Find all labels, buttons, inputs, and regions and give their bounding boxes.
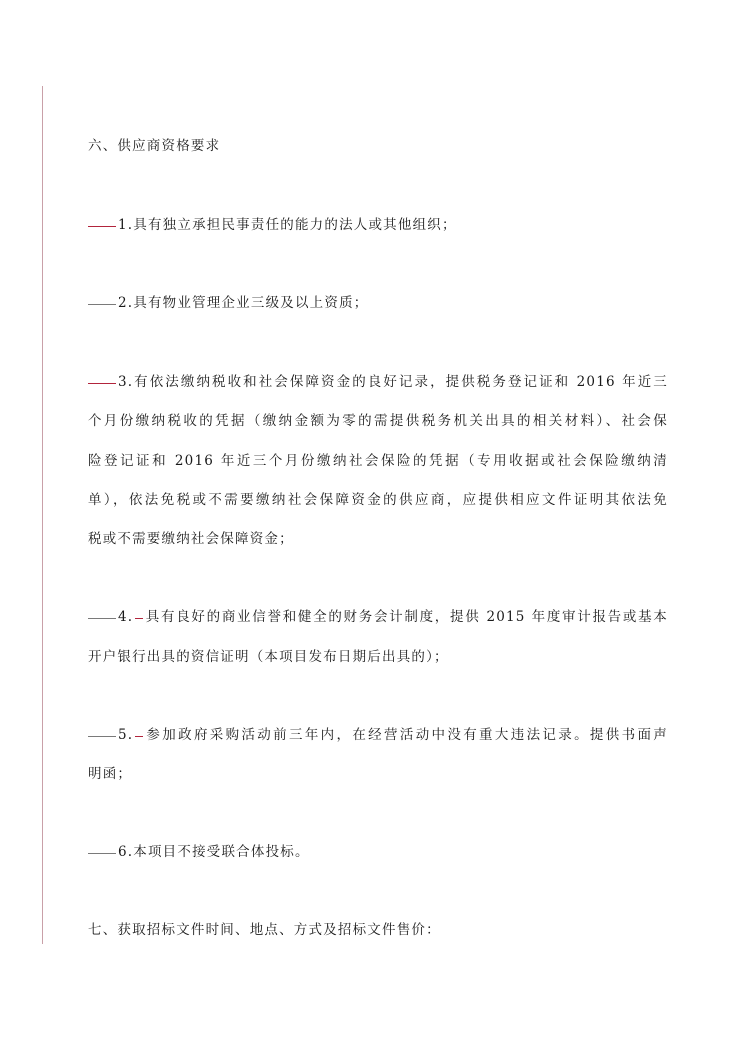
item-1: 1.具有独立承担民事责任的能力的法人或其他组织； [88, 213, 457, 233]
item-4-line-2: 开户银行出具的资信证明（本项目发布日期后出具的）； [88, 649, 449, 665]
item-2: 2.具有物业管理企业三级及以上资质； [88, 291, 368, 311]
mini-dash [135, 618, 143, 619]
margin-rule [42, 86, 43, 944]
item-5-line-2: 明函； [88, 766, 133, 782]
item-3-line-1: 3.有依法缴纳税收和社会保障资金的良好记录，提供税务登记证和 2016 年近三 [88, 370, 668, 390]
section-6-heading: 六、供应商资格要求 [88, 138, 221, 154]
item-3-line-5: 税或不需要缴纳社会保障资金； [88, 531, 294, 547]
item-3-line-2: 个月份缴纳税收的凭据（缴纳金额为零的需提供税务机关出具的相关材料）、社会保 [88, 413, 668, 429]
dash-marker [88, 853, 116, 854]
dash-marker [88, 226, 116, 228]
item-4-line-1: 4. 具有良好的商业信誉和健全的财务会计制度，提供 2015 年度审计报告或基本 [88, 605, 668, 625]
item-3-line-4: 单），依法免税或不需要缴纳社会保障资金的供应商，应提供相应文件证明其依法免 [88, 492, 668, 508]
dash-marker [88, 383, 116, 385]
mini-dash [135, 736, 143, 737]
item-3-line-3: 险登记证和 2016 年近三个月份缴纳社会保险的凭据（专用收据或社会保险缴纳清 [88, 453, 668, 469]
dash-marker [88, 736, 116, 737]
section-7-heading: 七、获取招标文件时间、地点、方式及招标文件售价： [88, 922, 441, 938]
dash-marker [88, 304, 116, 305]
dash-marker [88, 618, 116, 619]
item-5-line-1: 5. 参加政府采购活动前三年内，在经营活动中没有重大违法记录。提供书面声 [88, 723, 668, 743]
item-6: 6.本项目不接受联合体投标。 [88, 840, 310, 860]
